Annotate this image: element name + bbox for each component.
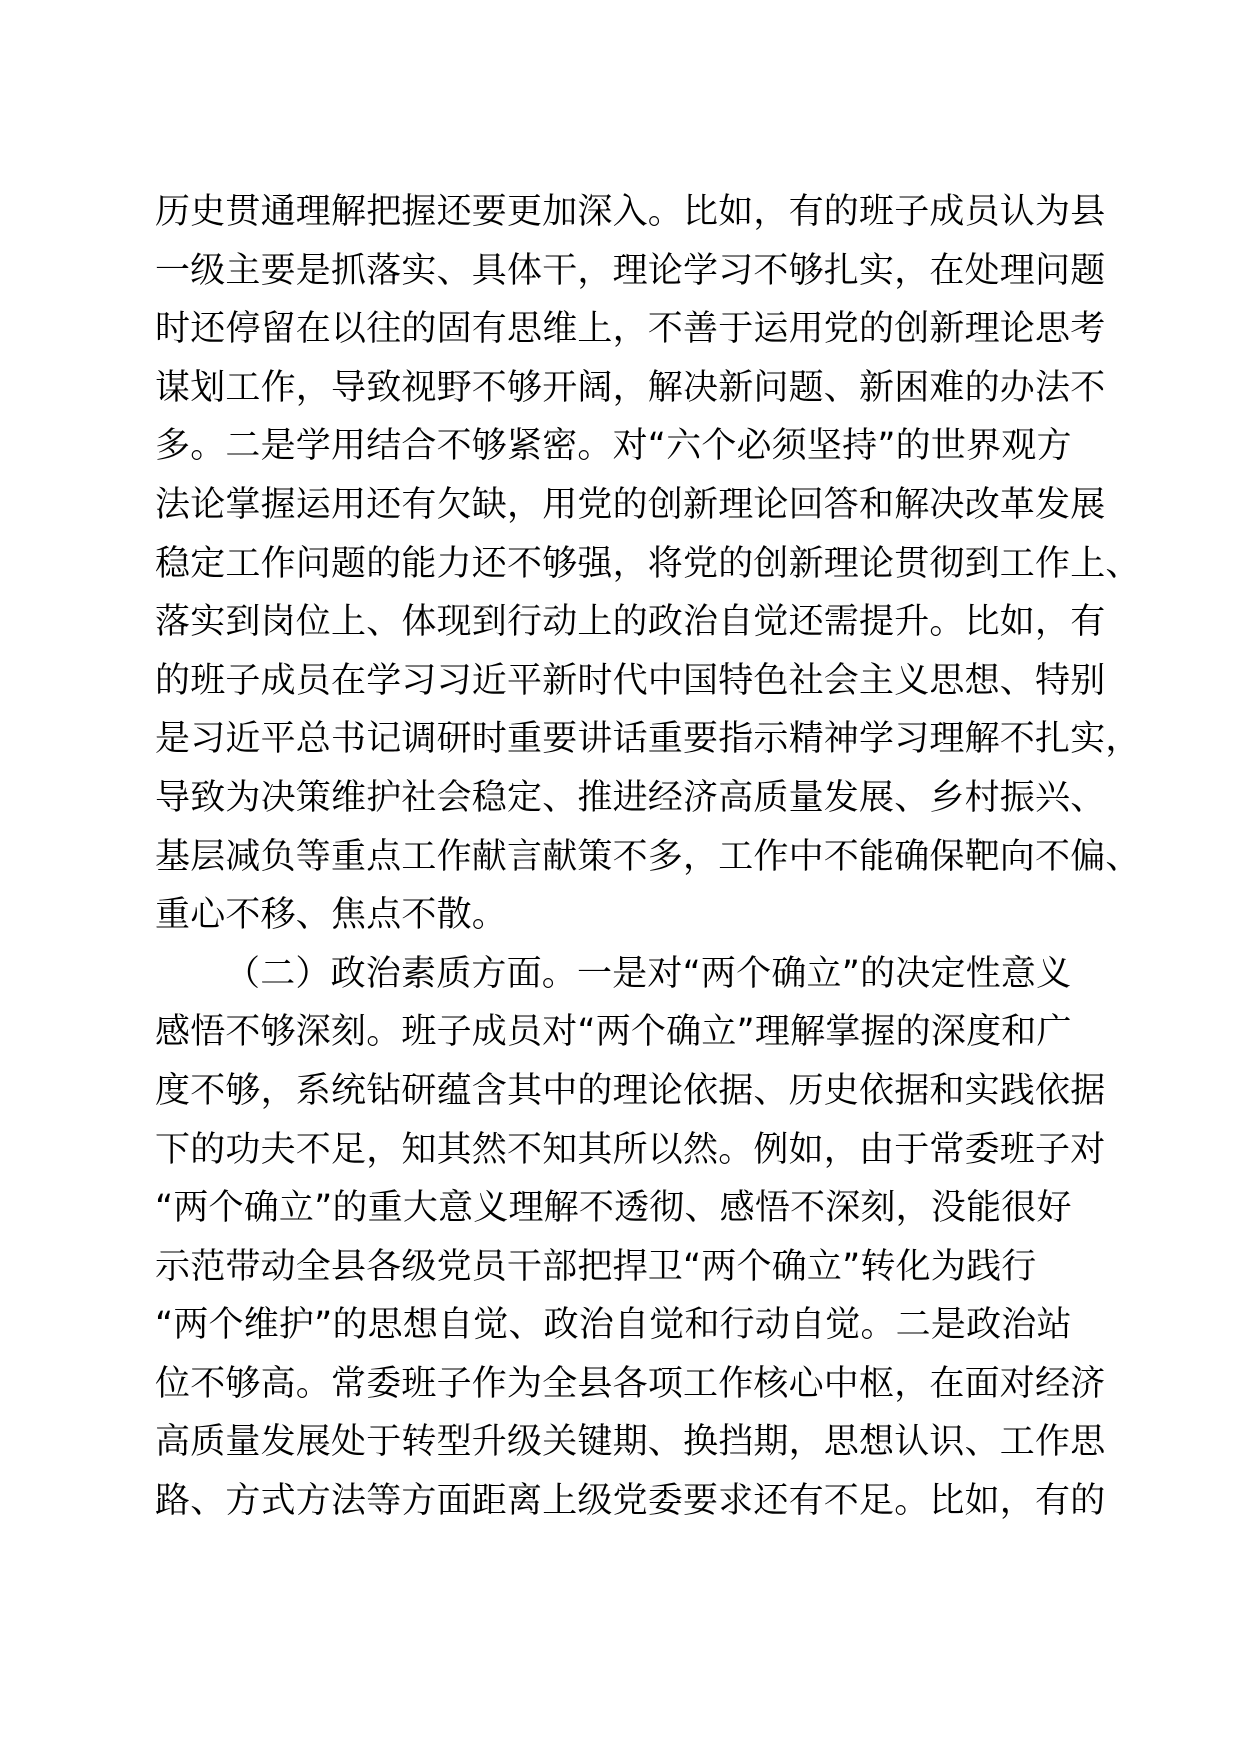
text-line-21: 位不够高。常委班子作为全县各项工作核心中枢，在面对经济 [155, 1363, 1106, 1404]
text-line-11: 导致为决策维护社会稳定、推进经济高质量发展、乡村振兴、 [155, 777, 1106, 818]
text-line-14: （二）政治素质方面。一是对“两个确立”的决定性意义 [225, 953, 1072, 994]
text-line-16: 度不够，系统钻研蕴含其中的理论依据、历史依据和实践依据 [155, 1070, 1106, 1111]
text-line-19: 示范带动全县各级党员干部把捍卫“两个确立”转化为践行 [155, 1246, 1037, 1287]
text-line-5: 多。二是学用结合不够紧密。对“六个必须坚持”的世界观方 [155, 426, 1072, 467]
text-line-2: 一级主要是抓落实、具体干，理论学习不够扎实，在处理问题 [155, 250, 1106, 291]
text-line-13: 重心不移、焦点不散。 [155, 895, 508, 936]
text-line-7: 稳定工作问题的能力还不够强，将党的创新理论贯彻到工作上、 [155, 543, 1141, 584]
text-line-17: 下的功夫不足，知其然不知其所以然。例如，由于常委班子对 [155, 1129, 1106, 1170]
text-line-8: 落实到岗位上、体现到行动上的政治自觉还需提升。比如，有 [155, 602, 1106, 643]
text-line-3: 时还停留在以往的固有思维上，不善于运用党的创新理论思考 [155, 309, 1106, 350]
text-line-9: 的班子成员在学习习近平新时代中国特色社会主义思想、特别 [155, 660, 1106, 701]
body-text [155, 183, 1141, 1531]
text-line-4: 谋划工作，导致视野不够开阔，解决新问题、新困难的办法不 [155, 367, 1106, 408]
text-line-22: 高质量发展处于转型升级关键期、换挡期，思想认识、工作思 [155, 1422, 1106, 1463]
text-line-15: 感悟不够深刻。班子成员对“两个确立”理解掌握的深度和广 [155, 1012, 1072, 1053]
text-line-1: 历史贯通理解把握还要更加深入。比如，有的班子成员认为县 [155, 192, 1106, 232]
text-line-18: “两个确立”的重大意义理解不透彻、感悟不深刻，没能很好 [155, 1188, 1072, 1229]
text-line-10: 是习近平总书记调研时重要讲话重要指示精神学习理解不扎实， [155, 719, 1141, 760]
text-line-23: 路、方式方法等方面距离上级党委要求还有不足。比如，有的 [155, 1481, 1106, 1522]
text-line-6: 法论掌握运用还有欠缺，用党的创新理论回答和解决改革发展 [155, 484, 1106, 525]
text-line-12: 基层减负等重点工作献言献策不多，工作中不能确保靶向不偏、 [155, 836, 1141, 877]
text-line-20: “两个维护”的思想自觉、政治自觉和行动自觉。二是政治站 [155, 1305, 1072, 1346]
